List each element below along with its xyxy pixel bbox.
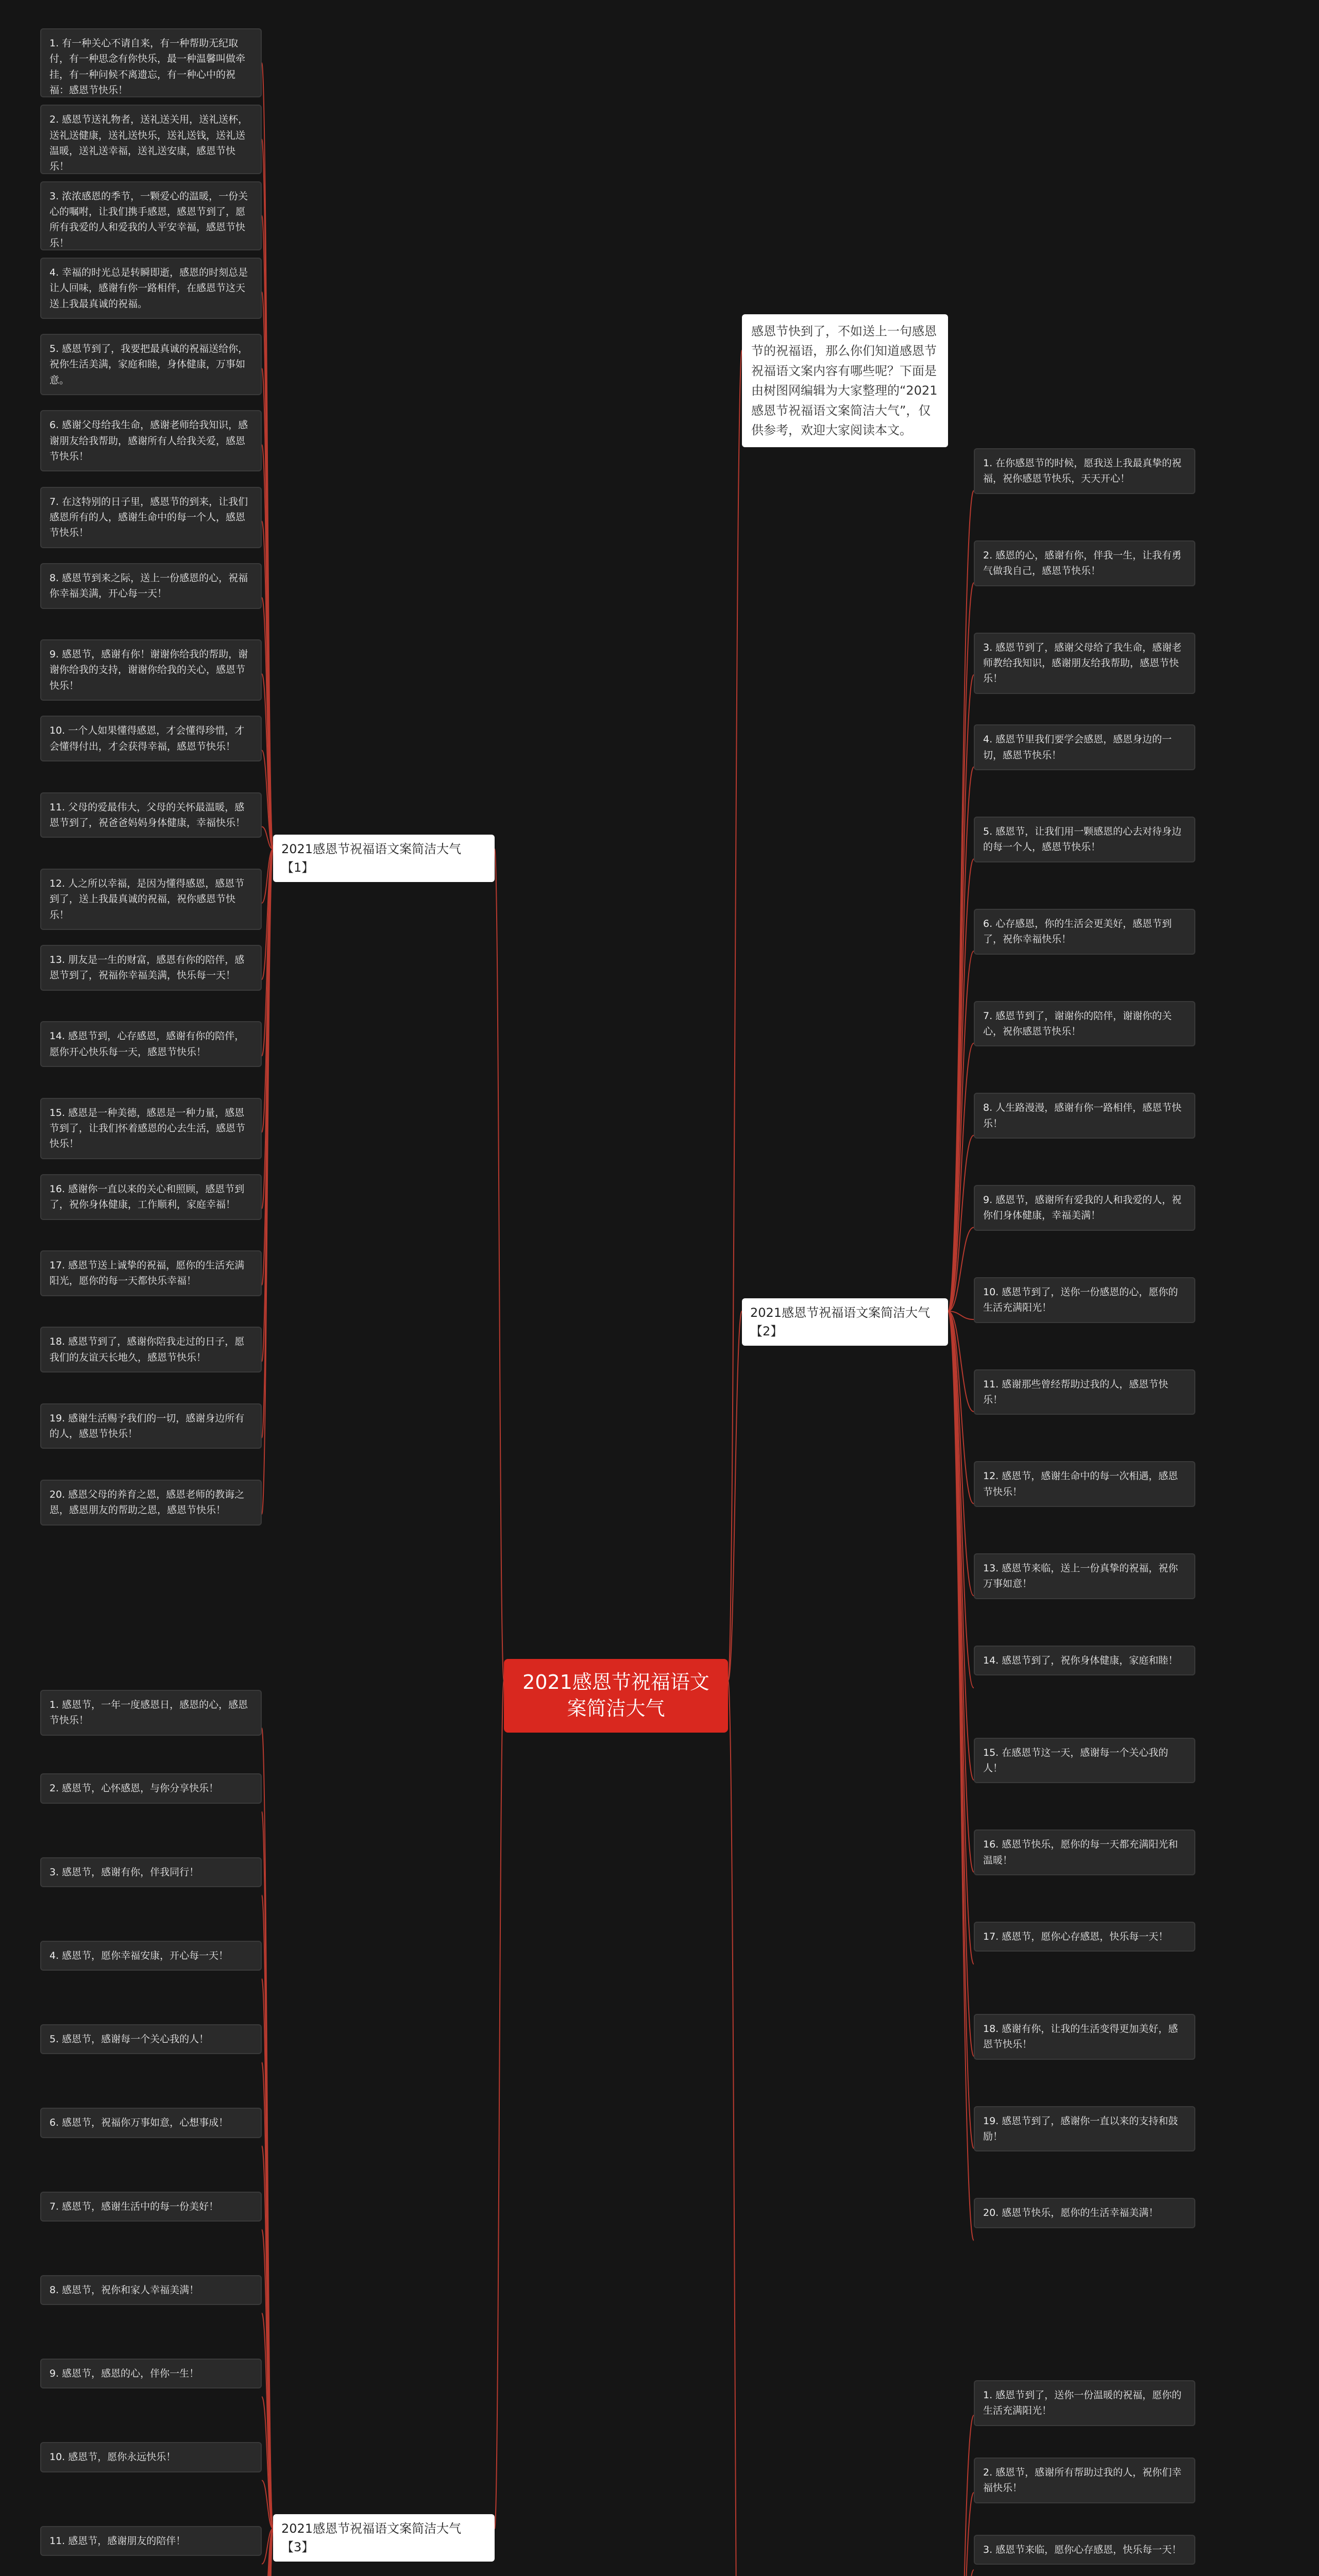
list-item[interactable]: 20. 感恩节快乐，愿你的生活幸福美满！ — [974, 2198, 1195, 2228]
list-item[interactable]: 1. 感恩节，一年一度感恩日，感恩的心，感恩节快乐！ — [40, 1690, 262, 1736]
list-item[interactable]: 17. 感恩节送上诚挚的祝福，愿你的生活充满阳光，愿你的每一天都快乐幸福！ — [40, 1250, 262, 1296]
list-item[interactable]: 11. 感恩节，感谢朋友的陪伴！ — [40, 2526, 262, 2556]
list-item[interactable]: 19. 感恩节到了，感谢你一直以来的支持和鼓励！ — [974, 2106, 1195, 2152]
connector-branch-leaf — [948, 1311, 974, 2148]
list-item[interactable]: 7. 在这特别的日子里，感恩节的到来，让我们感恩所有的人，感谢生命中的每一个人，感恩节快乐！ — [40, 487, 262, 548]
list-item[interactable]: 3. 感恩节到了，感谢父母给了我生命，感谢老师教给我知识，感谢朋友给我帮助，感恩节快乐！ — [974, 633, 1195, 694]
list-item[interactable]: 6. 感谢父母给我生命，感谢老师给我知识，感谢朋友给我帮助，感谢所有人给我关爱，感恩节快乐！ — [40, 410, 262, 471]
list-item[interactable]: 11. 感谢那些曾经帮助过我的人，感恩节快乐！ — [974, 1369, 1195, 1415]
list-item[interactable]: 9. 感恩节，感谢有你！谢谢你给我的帮助，谢谢你给我的支持，谢谢你给我的关心，感恩节快乐！ — [40, 639, 262, 701]
list-item[interactable]: 2. 感恩节送礼物者，送礼送关用，送礼送杯，送礼送健康，送礼送快乐，送礼送钱，送礼送温暖，送礼送幸福，送礼送安康，感恩节快乐！ — [40, 105, 262, 174]
list-item[interactable]: 5. 感恩节，感谢每一个关心我的人！ — [40, 2024, 262, 2054]
root-label: 2021感恩节祝福语文案简洁大气 — [522, 1671, 709, 1720]
list-item[interactable]: 13. 朋友是一生的财富，感恩有你的陪伴，感恩节到了，祝福你幸福美满，快乐每一天！ — [40, 945, 262, 991]
list-item[interactable]: 8. 感恩节到来之际，送上一份感恩的心，祝福你幸福美满，开心每一天！ — [40, 563, 262, 609]
list-item[interactable]: 15. 在感恩节这一天，感谢每一个关心我的人！ — [974, 1738, 1195, 1784]
root-node[interactable] — [504, 1659, 728, 1733]
list-item[interactable]: 14. 感恩节到，心存感恩，感谢有你的陪伴，愿你开心快乐每一天，感恩节快乐！ — [40, 1021, 262, 1067]
list-item[interactable]: 8. 感恩节，祝你和家人幸福美满！ — [40, 2275, 262, 2305]
connector-root-branch-1 — [495, 849, 504, 1681]
connector-root-branch-3 — [495, 1681, 504, 2529]
list-item[interactable]: 3. 浓浓感恩的季节，一颗爱心的温暖，一份关心的嘱咐，让我们携手感恩，感恩节到了，愿所有我爱的人和爱我的人平安幸福，感恩节快乐！ — [40, 181, 262, 250]
list-item[interactable]: 10. 感恩节，愿你永远快乐！ — [40, 2442, 262, 2472]
list-item[interactable]: 1. 在你感恩节的时候，愿我送上我最真挚的祝福，祝你感恩节快乐，天天开心！ — [974, 448, 1195, 494]
list-item[interactable]: 9. 感恩节，感谢所有爱我的人和我爱的人，祝你们身体健康，幸福美满！ — [974, 1185, 1195, 1231]
connector-root-branch-4 — [728, 1681, 742, 2576]
list-item[interactable]: 10. 感恩节到了，送你一份感恩的心，愿你的生活充满阳光！ — [974, 1277, 1195, 1323]
branch-node-1[interactable] — [273, 835, 495, 882]
list-item[interactable]: 6. 感恩节，祝福你万事如意，心想事成！ — [40, 2108, 262, 2138]
list-item[interactable]: 1. 有一种关心不请自来，有一种帮助无纪取付，有一种思念有你快乐，最一种温馨叫做牵挂，有一种问候不离遗忘，有一种心中的祝福：感恩节快乐！ — [40, 28, 262, 97]
list-item[interactable]: 4. 感恩节，愿你幸福安康，开心每一天！ — [40, 1941, 262, 1971]
list-item[interactable]: 20. 感恩父母的养育之恩，感恩老师的教诲之恩，感恩朋友的帮助之恩，感恩节快乐！ — [40, 1480, 262, 1526]
connector-branch-leaf — [948, 675, 974, 1311]
list-item[interactable]: 14. 感恩节到了，祝你身体健康，家庭和睦！ — [974, 1646, 1195, 1675]
list-item[interactable]: 11. 父母的爱最伟大，父母的关怀最温暖，感恩节到了，祝爸爸妈妈身体健康，幸福快乐！ — [40, 792, 262, 838]
list-item[interactable]: 12. 人之所以幸福，是因为懂得感恩，感恩节到了，送上我最真诚的祝福，祝你感恩节快乐！ — [40, 869, 262, 930]
list-item[interactable]: 5. 感恩节，让我们用一颗感恩的心去对待身边的每一个人，感恩节快乐！ — [974, 817, 1195, 862]
intro-node[interactable] — [742, 314, 948, 447]
list-item[interactable]: 13. 感恩节来临，送上一份真挚的祝福，祝你万事如意！ — [974, 1553, 1195, 1599]
list-item[interactable]: 16. 感恩节快乐，愿你的每一天都充满阳光和温暖！ — [974, 1829, 1195, 1875]
branch-node-2[interactable] — [742, 1298, 948, 1346]
list-item[interactable]: 8. 人生路漫漫，感谢有你一路相伴，感恩节快乐！ — [974, 1093, 1195, 1139]
list-item[interactable]: 1. 感恩节到了，送你一份温暖的祝福，愿你的生活充满阳光！ — [974, 2380, 1195, 2426]
list-item[interactable]: 9. 感恩节，感恩的心，伴你一生！ — [40, 2359, 262, 2388]
connector-branch-leaf — [948, 2493, 974, 2576]
list-item[interactable]: 6. 心存感恩，你的生活会更美好，感恩节到了，祝你幸福快乐！ — [974, 909, 1195, 955]
list-item[interactable]: 12. 感恩节，感谢生命中的每一次相遇，感恩节快乐！ — [974, 1461, 1195, 1507]
list-item[interactable]: 2. 感恩节，心怀感恩，与你分享快乐！ — [40, 1773, 262, 1803]
list-item[interactable]: 4. 幸福的时光总是转瞬即逝，感恩的时刻总是让人回味，感谢有你一路相伴，在感恩节这天送上我最真诚的祝福。 — [40, 258, 262, 319]
connector-branch-leaf — [948, 2570, 974, 2576]
list-item[interactable]: 7. 感恩节，感谢生活中的每一份美好！ — [40, 2192, 262, 2222]
list-item[interactable]: 18. 感谢有你，让我的生活变得更加美好，感恩节快乐！ — [974, 2014, 1195, 2060]
list-item[interactable]: 5. 感恩节到了，我要把最真诚的祝福送给你，祝你生活美满，家庭和睦，身体健康，万事如意。 — [40, 334, 262, 395]
branch-label: 2021感恩节祝福语文案简洁大气【3】 — [281, 2521, 462, 2554]
list-item[interactable]: 2. 感恩节，感谢所有帮助过我的人，祝你们幸福快乐！ — [974, 2458, 1195, 2503]
intro-text: 感恩节快到了，不如送上一句感恩节的祝福语，那么你们知道感恩节祝福语文案内容有哪些呢？下面是由树图网编辑为大家整理的“2021感恩节祝福语文案简洁大气”，仅供参考，欢迎大家阅读本文。 — [751, 324, 938, 437]
list-item[interactable]: 2. 感恩的心，感谢有你，伴我一生，让我有勇气做我自己，感恩节快乐！ — [974, 540, 1195, 586]
list-item[interactable]: 15. 感恩是一种美德，感恩是一种力量，感恩节到了，让我们怀着感恩的心去生活，感恩节快乐！ — [40, 1098, 262, 1159]
list-item[interactable]: 7. 感恩节到了，谢谢你的陪伴，谢谢你的关心，祝你感恩节快乐！ — [974, 1001, 1195, 1047]
list-item[interactable]: 19. 感谢生活赐予我们的一切，感谢身边所有的人，感恩节快乐！ — [40, 1403, 262, 1449]
list-item[interactable]: 16. 感谢你一直以来的关心和照顾，感恩节到了，祝你身体健康，工作顺利，家庭幸福！ — [40, 1174, 262, 1220]
list-item[interactable]: 4. 感恩节里我们要学会感恩，感恩身边的一切，感恩节快乐！ — [974, 724, 1195, 770]
list-item[interactable]: 10. 一个人如果懂得感恩，才会懂得珍惜，才会懂得付出，才会获得幸福，感恩节快乐！ — [40, 716, 262, 761]
branch-node-3[interactable] — [273, 2514, 495, 2562]
list-item[interactable]: 3. 感恩节，感谢有你，伴我同行！ — [40, 1857, 262, 1887]
branch-label: 2021感恩节祝福语文案简洁大气【2】 — [750, 1306, 931, 1338]
branch-label: 2021感恩节祝福语文案简洁大气【1】 — [281, 842, 462, 875]
list-item[interactable]: 18. 感恩节到了，感谢你陪我走过的日子，愿我们的友谊天长地久，感恩节快乐！ — [40, 1327, 262, 1372]
list-item[interactable]: 3. 感恩节来临，愿你心存感恩，快乐每一天！ — [974, 2535, 1195, 2565]
list-item[interactable]: 17. 感恩节，愿你心存感恩，快乐每一天！ — [974, 1922, 1195, 1952]
connector-branch-leaf — [948, 2415, 974, 2576]
